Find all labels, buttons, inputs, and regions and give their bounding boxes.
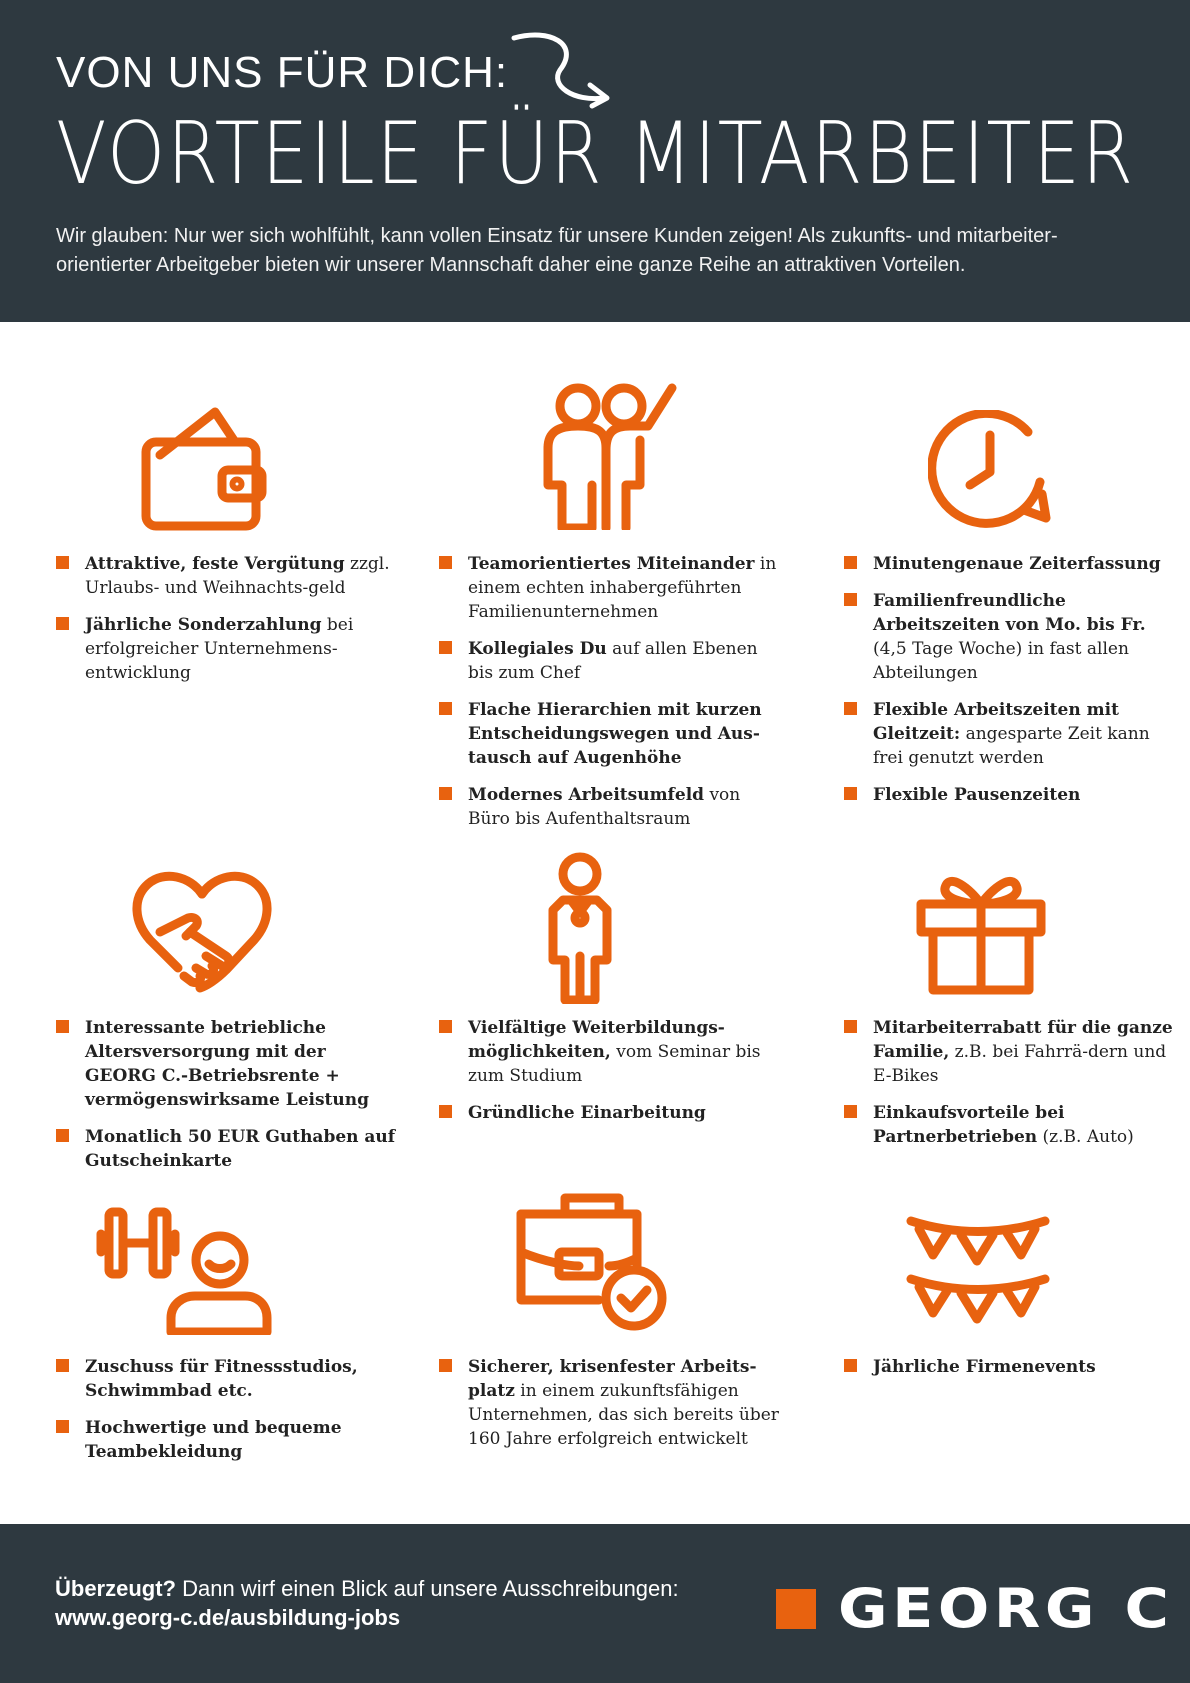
bullet-square [844, 1020, 857, 1033]
bullet-square [844, 593, 857, 606]
bullet-square [844, 702, 857, 715]
bullet-square [439, 1105, 452, 1118]
bullet-square [844, 556, 857, 569]
list-item: Flexible Pausenzeiten [844, 783, 1184, 807]
jobs-link[interactable]: www.georg-c.de/ausbildung-jobs [55, 1605, 401, 1630]
list-item: Monatlich 50 EUR Guthaben auf Gutscheinkarte [56, 1125, 396, 1173]
logo-wordmark: GEORG C [838, 1577, 1174, 1640]
graduate-person-icon [545, 852, 615, 1004]
cta-text: Dann wirf einen Blick auf unsere Ausschreibungen: [176, 1576, 679, 1601]
list-item: Gründliche Einarbeitung [439, 1101, 779, 1125]
kicker-text: VON UNS FÜR DICH: [56, 48, 509, 97]
list-item: Teamorientiertes Miteinander in einem echten inhabergeführten Familienunternehmen [439, 552, 779, 624]
list-item: Hochwertige und bequeme Teambekleidung [56, 1416, 396, 1464]
bullet-square [439, 702, 452, 715]
list-item: Familienfreundliche Arbeitszeiten von Mo. bis Fr. (4,5 Tage Woche) in fast allen Abteilungen [844, 589, 1184, 685]
list-item: Einkaufsvorteile bei Partnerbetrieben (z.B. Auto) [844, 1101, 1184, 1149]
bunting-garland-icon [905, 1215, 1050, 1335]
bullet-square [56, 617, 69, 630]
team-people-icon [540, 380, 690, 530]
call-to-action [55, 1574, 679, 1632]
footer-banner [0, 1524, 1190, 1683]
benefit-list [56, 552, 396, 685]
list-item: Zuschuss für Fitnessstudios, Schwimmbad etc. [56, 1355, 396, 1403]
gift-icon [915, 862, 1050, 997]
bullet-square [439, 641, 452, 654]
bullet-square [844, 1359, 857, 1372]
benefit-group-4 [56, 1016, 396, 1186]
benefit-list [439, 552, 779, 831]
bullet-square [439, 556, 452, 569]
benefit-group-9 [844, 1355, 1184, 1392]
bullet-square [439, 1020, 452, 1033]
benefit-list [844, 552, 1184, 807]
list-item: Jährliche Firmenevents [844, 1355, 1184, 1379]
benefit-group-8 [439, 1355, 779, 1464]
intro-paragraph: Wir glauben: Nur wer sich wohlfühlt, kann vollen Einsatz für unsere Kunden zeigen! Als zukunfts- und mitarbeiter-orientierter Arbeitgeber bieten wir unserer Mannschaft daher eine ganze Reihe an attraktiven Vorteilen. [56, 225, 1058, 276]
benefit-list [439, 1355, 779, 1451]
list-item: Flache Hierarchien mit kurzen Entscheidungswegen und Aus-tausch auf Augenhöhe [439, 698, 779, 770]
benefit-list [844, 1355, 1184, 1379]
bullet-square [56, 556, 69, 569]
benefit-group-7 [56, 1355, 396, 1477]
brand-logo [776, 1577, 1174, 1640]
list-item: Interessante betriebliche Altersversorgung mit der GEORG C.-Betriebsrente + vermögenswirksame Leistung [56, 1016, 396, 1112]
list-item: Modernes Arbeitsumfeld von Büro bis Aufenthaltsraum [439, 783, 779, 831]
bullet-square [56, 1129, 69, 1142]
list-item: Flexible Arbeitszeiten mit Gleitzeit: angesparte Zeit kann frei genutzt werden [844, 698, 1184, 770]
bullet-square [56, 1359, 69, 1372]
bullet-square [844, 1105, 857, 1118]
bullet-square [56, 1420, 69, 1433]
bullet-square [844, 787, 857, 800]
fitness-dumbbell-icon [95, 1200, 275, 1335]
curved-arrow-icon [510, 30, 615, 110]
benefit-group-2 [439, 552, 779, 844]
benefit-group-5 [439, 1016, 779, 1138]
clock-icon [928, 410, 1053, 535]
list-item: Vielfältige Weiterbildungs-möglichkeiten, vom Seminar bis zum Studium [439, 1016, 779, 1088]
list-item: Jährliche Sonderzahlung bei erfolgreicher Unternehmens-entwicklung [56, 613, 396, 685]
list-item: Attraktive, feste Vergütung zzgl. Urlaubs- und Weihnachts-geld [56, 552, 396, 600]
list-item: Sicherer, krisenfester Arbeits-platz in einem zukunftsfähigen Unternehmen, das sich bereits über 160 Jahre erfolgreich entwickelt [439, 1355, 779, 1451]
benefit-list [439, 1016, 779, 1125]
benefit-list [56, 1016, 396, 1173]
bullet-square [56, 1020, 69, 1033]
page-title: VORTEILE FÜR MITARBEITER [56, 104, 1135, 204]
benefit-group-6 [844, 1016, 1184, 1162]
list-item: Kollegiales Du auf allen Ebenen bis zum Chef [439, 637, 779, 685]
list-item: Minutengenaue Zeiterfassung [844, 552, 1184, 576]
benefit-group-3 [844, 552, 1184, 820]
briefcase-check-icon [515, 1190, 670, 1335]
list-item: Mitarbeiterrabatt für die ganze Familie, z.B. bei Fahrrä-dern und E-Bikes [844, 1016, 1184, 1088]
benefit-list [56, 1355, 396, 1464]
bullet-square [439, 787, 452, 800]
benefit-group-1 [56, 552, 396, 698]
logo-square-icon [776, 1589, 816, 1629]
header-banner [0, 0, 1190, 322]
cta-bold: Überzeugt? [55, 1576, 176, 1601]
heart-handshake-icon [130, 870, 275, 995]
benefit-list [844, 1016, 1184, 1149]
wallet-icon [140, 400, 275, 535]
bullet-square [439, 1359, 452, 1372]
